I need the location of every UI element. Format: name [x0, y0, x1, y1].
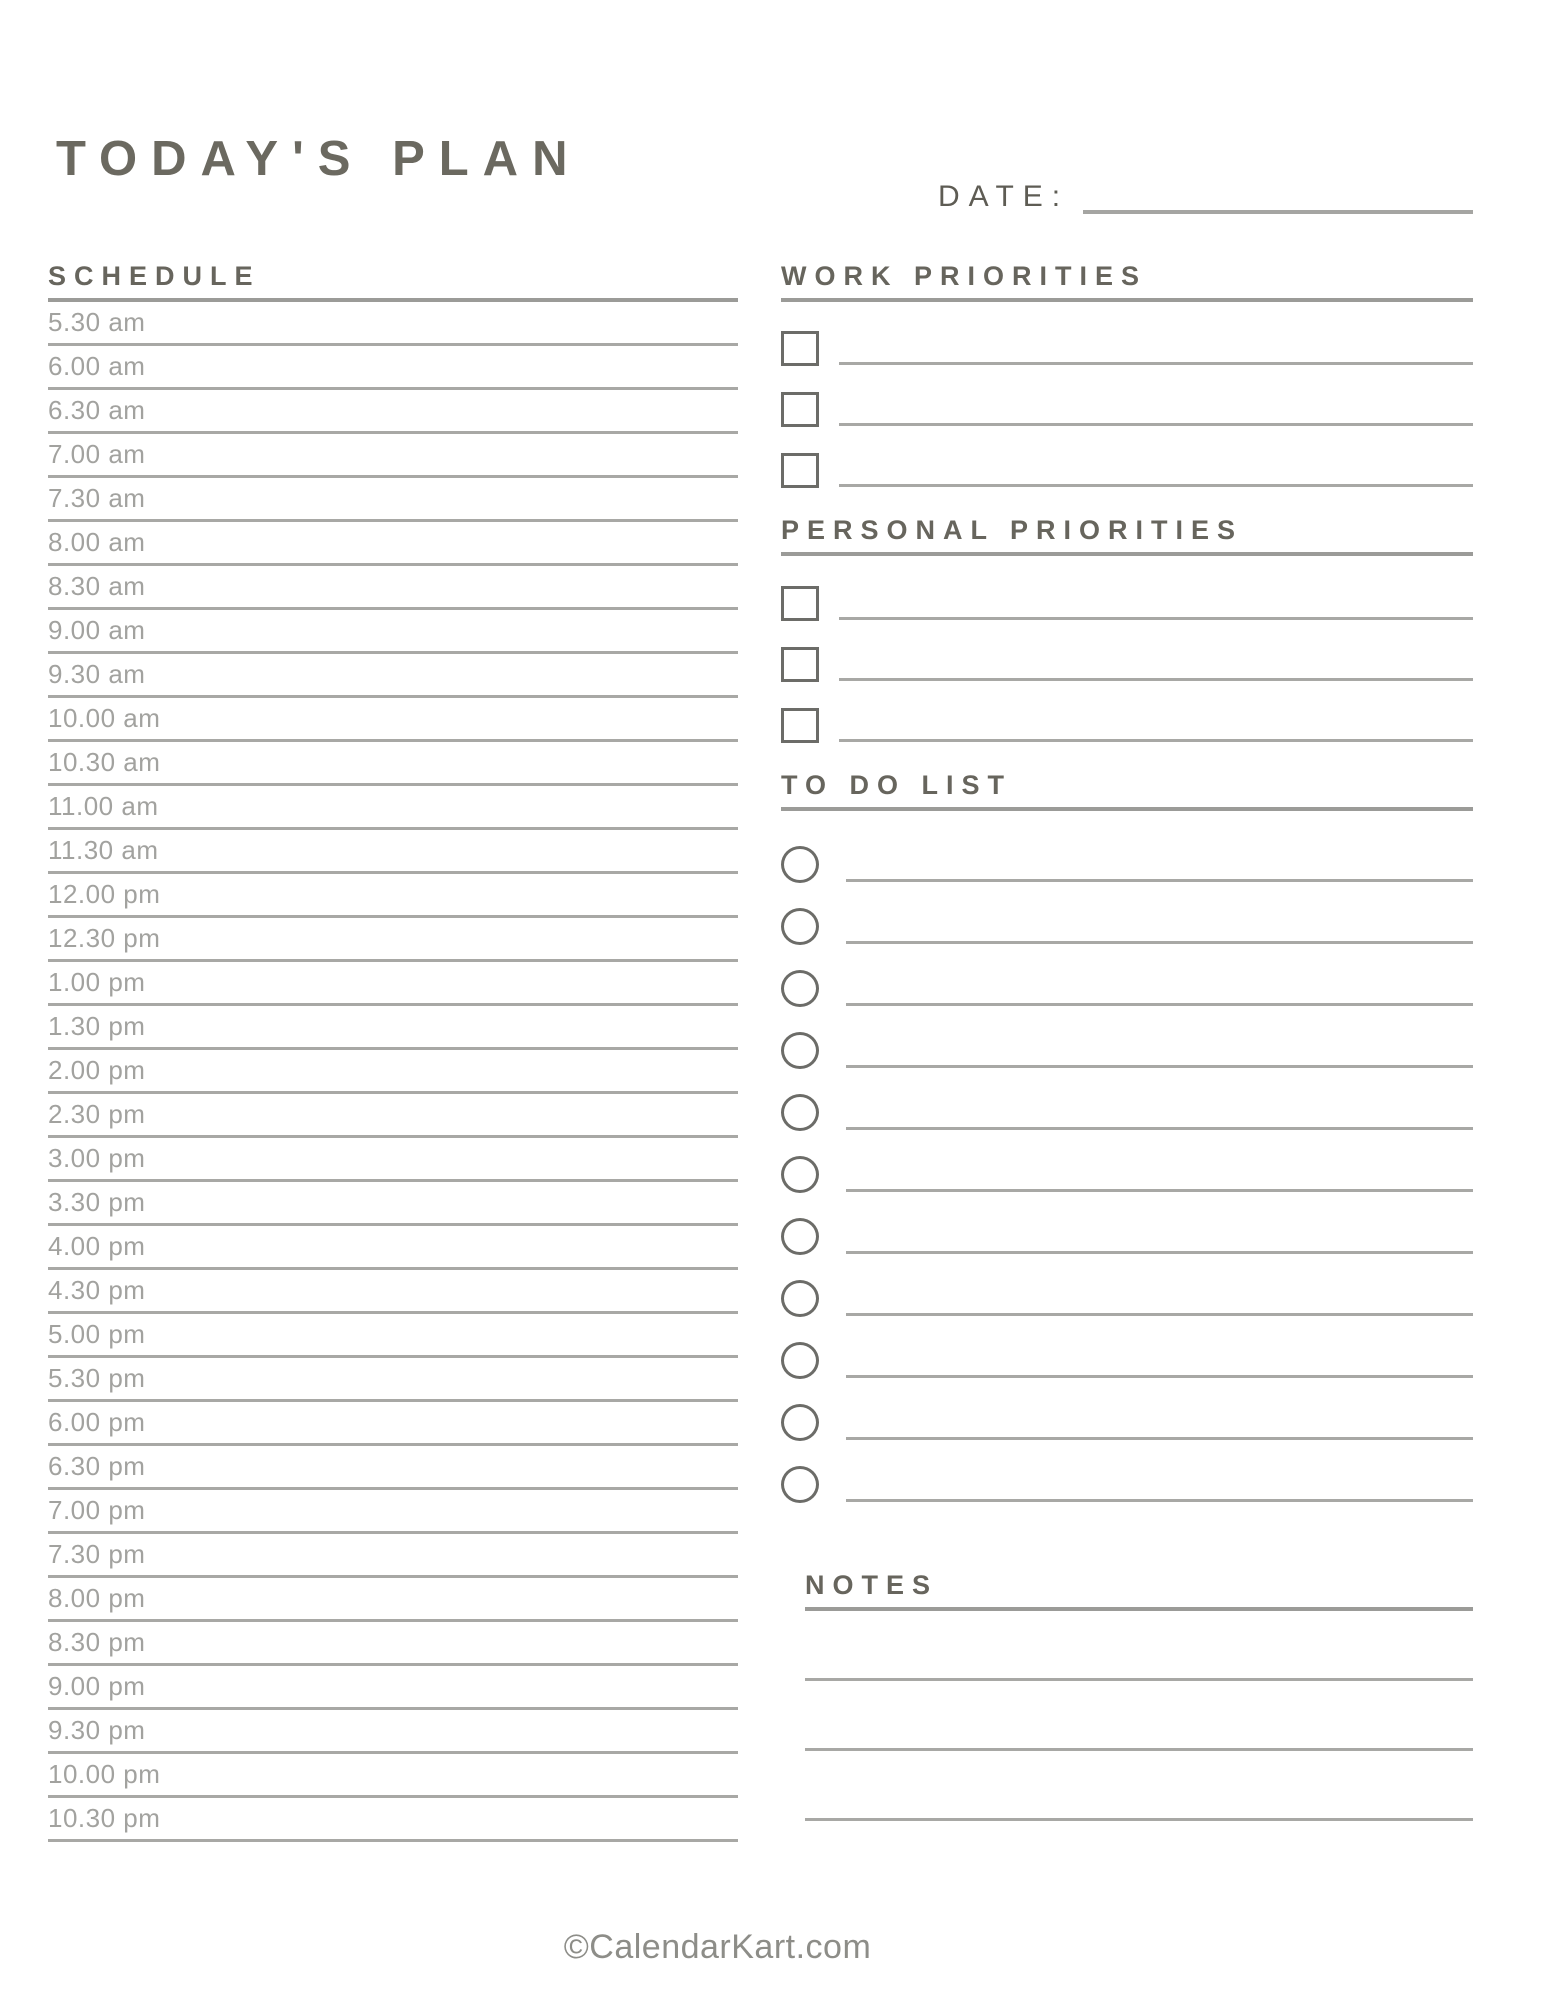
- todo-row: [781, 1156, 1473, 1193]
- schedule-list: [48, 302, 738, 1842]
- work-priority-row: [781, 392, 1473, 427]
- schedule-time-label: 5.30 am: [48, 307, 146, 337]
- schedule-time-label: 2.30 pm: [48, 1099, 146, 1129]
- checkbox[interactable]: [781, 647, 819, 682]
- schedule-row[interactable]: [48, 478, 738, 522]
- checkbox[interactable]: [781, 586, 819, 621]
- notes-write-in-line[interactable]: [805, 1681, 1473, 1751]
- schedule-row[interactable]: [48, 1534, 738, 1578]
- circle-bullet[interactable]: [781, 846, 819, 883]
- schedule-time-label: 6.30 pm: [48, 1451, 146, 1481]
- schedule-row[interactable]: [48, 1050, 738, 1094]
- todo-row: [781, 908, 1473, 945]
- schedule-row[interactable]: [48, 610, 738, 654]
- schedule-row[interactable]: [48, 1006, 738, 1050]
- write-in-line[interactable]: [846, 869, 1473, 882]
- todo-row: [781, 1094, 1473, 1131]
- schedule-row[interactable]: [48, 742, 738, 786]
- schedule-row[interactable]: [48, 1798, 738, 1842]
- schedule-time-label: 5.00 pm: [48, 1319, 146, 1349]
- schedule-row[interactable]: [48, 1754, 738, 1798]
- schedule-time-label: 7.30 am: [48, 483, 146, 513]
- footer-credit: ©CalendarKart.com: [563, 1928, 872, 1966]
- schedule-heading: SCHEDULE: [48, 260, 738, 302]
- notes-heading: NOTES: [805, 1569, 1473, 1611]
- notes-write-in-line[interactable]: [805, 1611, 1473, 1681]
- schedule-time-label: 10.00 pm: [48, 1759, 161, 1789]
- circle-bullet[interactable]: [781, 1280, 819, 1317]
- schedule-time-label: 9.00 pm: [48, 1671, 146, 1701]
- write-in-line[interactable]: [846, 1179, 1473, 1192]
- write-in-line[interactable]: [839, 352, 1473, 365]
- schedule-time-label: 11.00 am: [48, 791, 159, 821]
- circle-bullet[interactable]: [781, 1466, 819, 1503]
- schedule-time-label: 8.00 am: [48, 527, 146, 557]
- write-in-line[interactable]: [846, 993, 1473, 1006]
- personal-priority-row: [781, 647, 1473, 682]
- schedule-section: [48, 260, 738, 1842]
- checkbox[interactable]: [781, 453, 819, 488]
- schedule-row[interactable]: [48, 1446, 738, 1490]
- checkbox[interactable]: [781, 708, 819, 743]
- schedule-row[interactable]: [48, 1226, 738, 1270]
- todo-row: [781, 1342, 1473, 1379]
- schedule-time-label: 1.30 pm: [48, 1011, 146, 1041]
- date-label: DATE:: [938, 180, 1070, 213]
- schedule-row[interactable]: [48, 874, 738, 918]
- write-in-line[interactable]: [839, 668, 1473, 681]
- todo-heading: TO DO LIST: [781, 769, 1473, 811]
- schedule-time-label: 9.30 am: [48, 659, 146, 689]
- schedule-row[interactable]: [48, 1094, 738, 1138]
- schedule-row[interactable]: [48, 434, 738, 478]
- schedule-time-label: 9.30 pm: [48, 1715, 146, 1745]
- schedule-time-label: 3.30 pm: [48, 1187, 146, 1217]
- schedule-time-label: 9.00 am: [48, 615, 146, 645]
- schedule-time-label: 1.00 pm: [48, 967, 146, 997]
- personal-priority-row: [781, 586, 1473, 621]
- work-priority-row: [781, 453, 1473, 488]
- date-field: [938, 180, 1473, 214]
- circle-bullet[interactable]: [781, 970, 819, 1007]
- todo-row: [781, 1032, 1473, 1069]
- write-in-line[interactable]: [846, 1117, 1473, 1130]
- schedule-row[interactable]: [48, 654, 738, 698]
- schedule-row[interactable]: [48, 1138, 738, 1182]
- schedule-row[interactable]: [48, 1402, 738, 1446]
- checkbox[interactable]: [781, 392, 819, 427]
- schedule-time-label: 6.00 am: [48, 351, 146, 381]
- write-in-line[interactable]: [839, 729, 1473, 742]
- personal-priority-row: [781, 708, 1473, 743]
- schedule-row[interactable]: [48, 962, 738, 1006]
- work-priority-row: [781, 331, 1473, 366]
- todo-row: [781, 1280, 1473, 1317]
- write-in-line[interactable]: [846, 1427, 1473, 1440]
- notes-section: [805, 1569, 1473, 1821]
- circle-bullet[interactable]: [781, 1156, 819, 1193]
- checkbox[interactable]: [781, 331, 819, 366]
- circle-bullet[interactable]: [781, 1032, 819, 1069]
- schedule-time-label: 10.30 pm: [48, 1803, 161, 1833]
- schedule-row[interactable]: [48, 1182, 738, 1226]
- notes-write-in-line[interactable]: [805, 1751, 1473, 1821]
- write-in-line[interactable]: [846, 931, 1473, 944]
- todo-row: [781, 1404, 1473, 1441]
- circle-bullet[interactable]: [781, 1404, 819, 1441]
- circle-bullet[interactable]: [781, 1218, 819, 1255]
- schedule-row[interactable]: [48, 830, 738, 874]
- schedule-row[interactable]: [48, 1358, 738, 1402]
- schedule-row[interactable]: [48, 522, 738, 566]
- right-column: [781, 260, 1473, 1821]
- write-in-line[interactable]: [839, 413, 1473, 426]
- write-in-line[interactable]: [846, 1303, 1473, 1316]
- schedule-row[interactable]: [48, 918, 738, 962]
- schedule-time-label: 6.00 pm: [48, 1407, 146, 1437]
- schedule-time-label: 8.30 pm: [48, 1627, 146, 1657]
- write-in-line[interactable]: [839, 474, 1473, 487]
- todo-row: [781, 970, 1473, 1007]
- todo-list: [781, 846, 1473, 1503]
- schedule-time-label: 5.30 pm: [48, 1363, 146, 1393]
- schedule-row[interactable]: [48, 1622, 738, 1666]
- schedule-time-label: 6.30 am: [48, 395, 146, 425]
- work-priorities-heading: WORK PRIORITIES: [781, 260, 1473, 302]
- schedule-time-label: 11.30 am: [48, 835, 159, 865]
- schedule-row[interactable]: [48, 1666, 738, 1710]
- schedule-time-label: 4.00 pm: [48, 1231, 146, 1261]
- schedule-time-label: 7.00 am: [48, 439, 146, 469]
- todo-row: [781, 1218, 1473, 1255]
- schedule-row[interactable]: [48, 1490, 738, 1534]
- write-in-line[interactable]: [839, 607, 1473, 620]
- schedule-time-label: 10.30 am: [48, 747, 161, 777]
- date-blank-line[interactable]: [1083, 180, 1473, 214]
- schedule-time-label: 7.00 pm: [48, 1495, 146, 1525]
- write-in-line[interactable]: [846, 1055, 1473, 1068]
- schedule-time-label: 2.00 pm: [48, 1055, 146, 1085]
- personal-priorities-heading: PERSONAL PRIORITIES: [781, 514, 1473, 556]
- schedule-time-label: 7.30 pm: [48, 1539, 146, 1569]
- work-priorities-list: [781, 331, 1473, 488]
- todo-row: [781, 846, 1473, 883]
- schedule-time-label: 12.30 pm: [48, 923, 161, 953]
- schedule-time-label: 8.30 am: [48, 571, 146, 601]
- circle-bullet[interactable]: [781, 1342, 819, 1379]
- write-in-line[interactable]: [846, 1365, 1473, 1378]
- schedule-time-label: 12.00 pm: [48, 879, 161, 909]
- schedule-row[interactable]: [48, 786, 738, 830]
- circle-bullet[interactable]: [781, 1094, 819, 1131]
- schedule-row[interactable]: [48, 1578, 738, 1622]
- schedule-row[interactable]: [48, 302, 738, 346]
- circle-bullet[interactable]: [781, 908, 819, 945]
- schedule-row[interactable]: [48, 698, 738, 742]
- todo-row: [781, 1466, 1473, 1503]
- schedule-time-label: 3.00 pm: [48, 1143, 146, 1173]
- schedule-time-label: 10.00 am: [48, 703, 161, 733]
- schedule-time-label: 8.00 pm: [48, 1583, 146, 1613]
- schedule-row[interactable]: [48, 346, 738, 390]
- schedule-row[interactable]: [48, 1270, 738, 1314]
- write-in-line[interactable]: [846, 1241, 1473, 1254]
- page-title: TODAY'S PLAN: [56, 132, 582, 186]
- schedule-row[interactable]: [48, 566, 738, 610]
- schedule-row[interactable]: [48, 1710, 738, 1754]
- schedule-row[interactable]: [48, 390, 738, 434]
- schedule-row[interactable]: [48, 1314, 738, 1358]
- write-in-line[interactable]: [846, 1489, 1473, 1502]
- schedule-time-label: 4.30 pm: [48, 1275, 146, 1305]
- personal-priorities-list: [781, 586, 1473, 743]
